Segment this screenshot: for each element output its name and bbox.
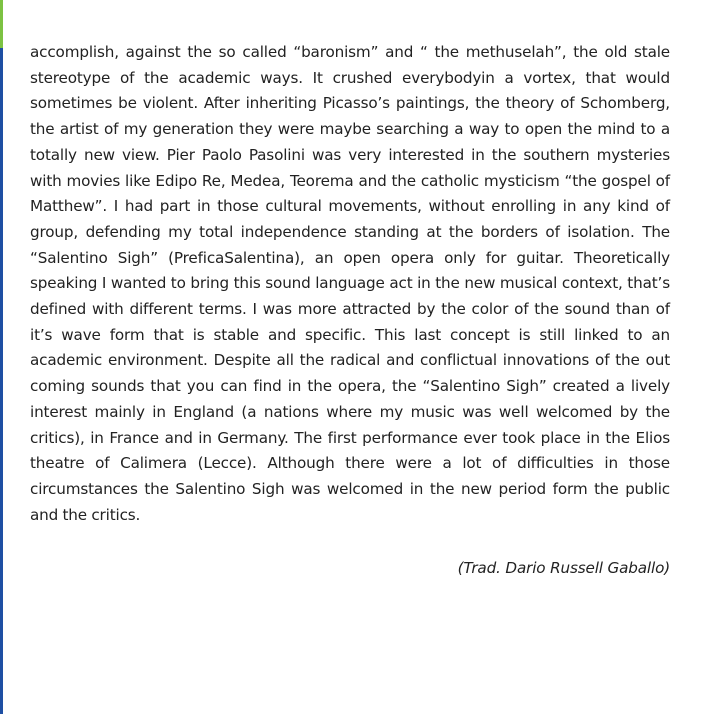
left-edge-blue-stripe (0, 48, 3, 714)
left-edge-green-stripe (0, 0, 3, 48)
body-paragraph: accomplish, against the so called “baronism” and “ the methuselah”, the old stale stereotype of the academic ways. It crushed everybodyin a vortex, that would sometimes be violent. After inheriting Picasso’s paintings, the theory of Schomberg, the artist of my generation they were maybe searching a way to open the mind to a totally new view. Pier Paolo Pasolini was very interested in the southern mysteries with movies like Edipo Re, Medea, Teorema and the catholic mysticism “the gospel of Matthew”. I had part in those cultural movements, without enrolling in any kind of group, defending my total independence standing at the borders of isolation. The “Salentino Sigh” (PreficaSalentina), an open opera only for guitar. Theoretically speaking I wanted to bring this sound language act in the new musical context, that’s defined with different terms. I was more attracted by the color of the sound than of it’s wave form that is stable and specific. This last concept is still linked to an academic environment. Despite all the radical and conflictual innovations of the out coming sounds that you can find in the opera, the “Salentino Sigh” created a lively interest mainly in England (a nations where my music was well welcomed by the critics), in France and in Germany. The first performance ever took place in the Elios theatre of Calimera (Lecce). Although there were a lot of difficulties in those circumstances the Salentino Sigh was welcomed in the new period form the public and the critics. (30, 43, 670, 524)
translator-credit: (Trad. Dario Russell Gaballo) (457, 559, 670, 578)
document-page (30, 40, 670, 582)
